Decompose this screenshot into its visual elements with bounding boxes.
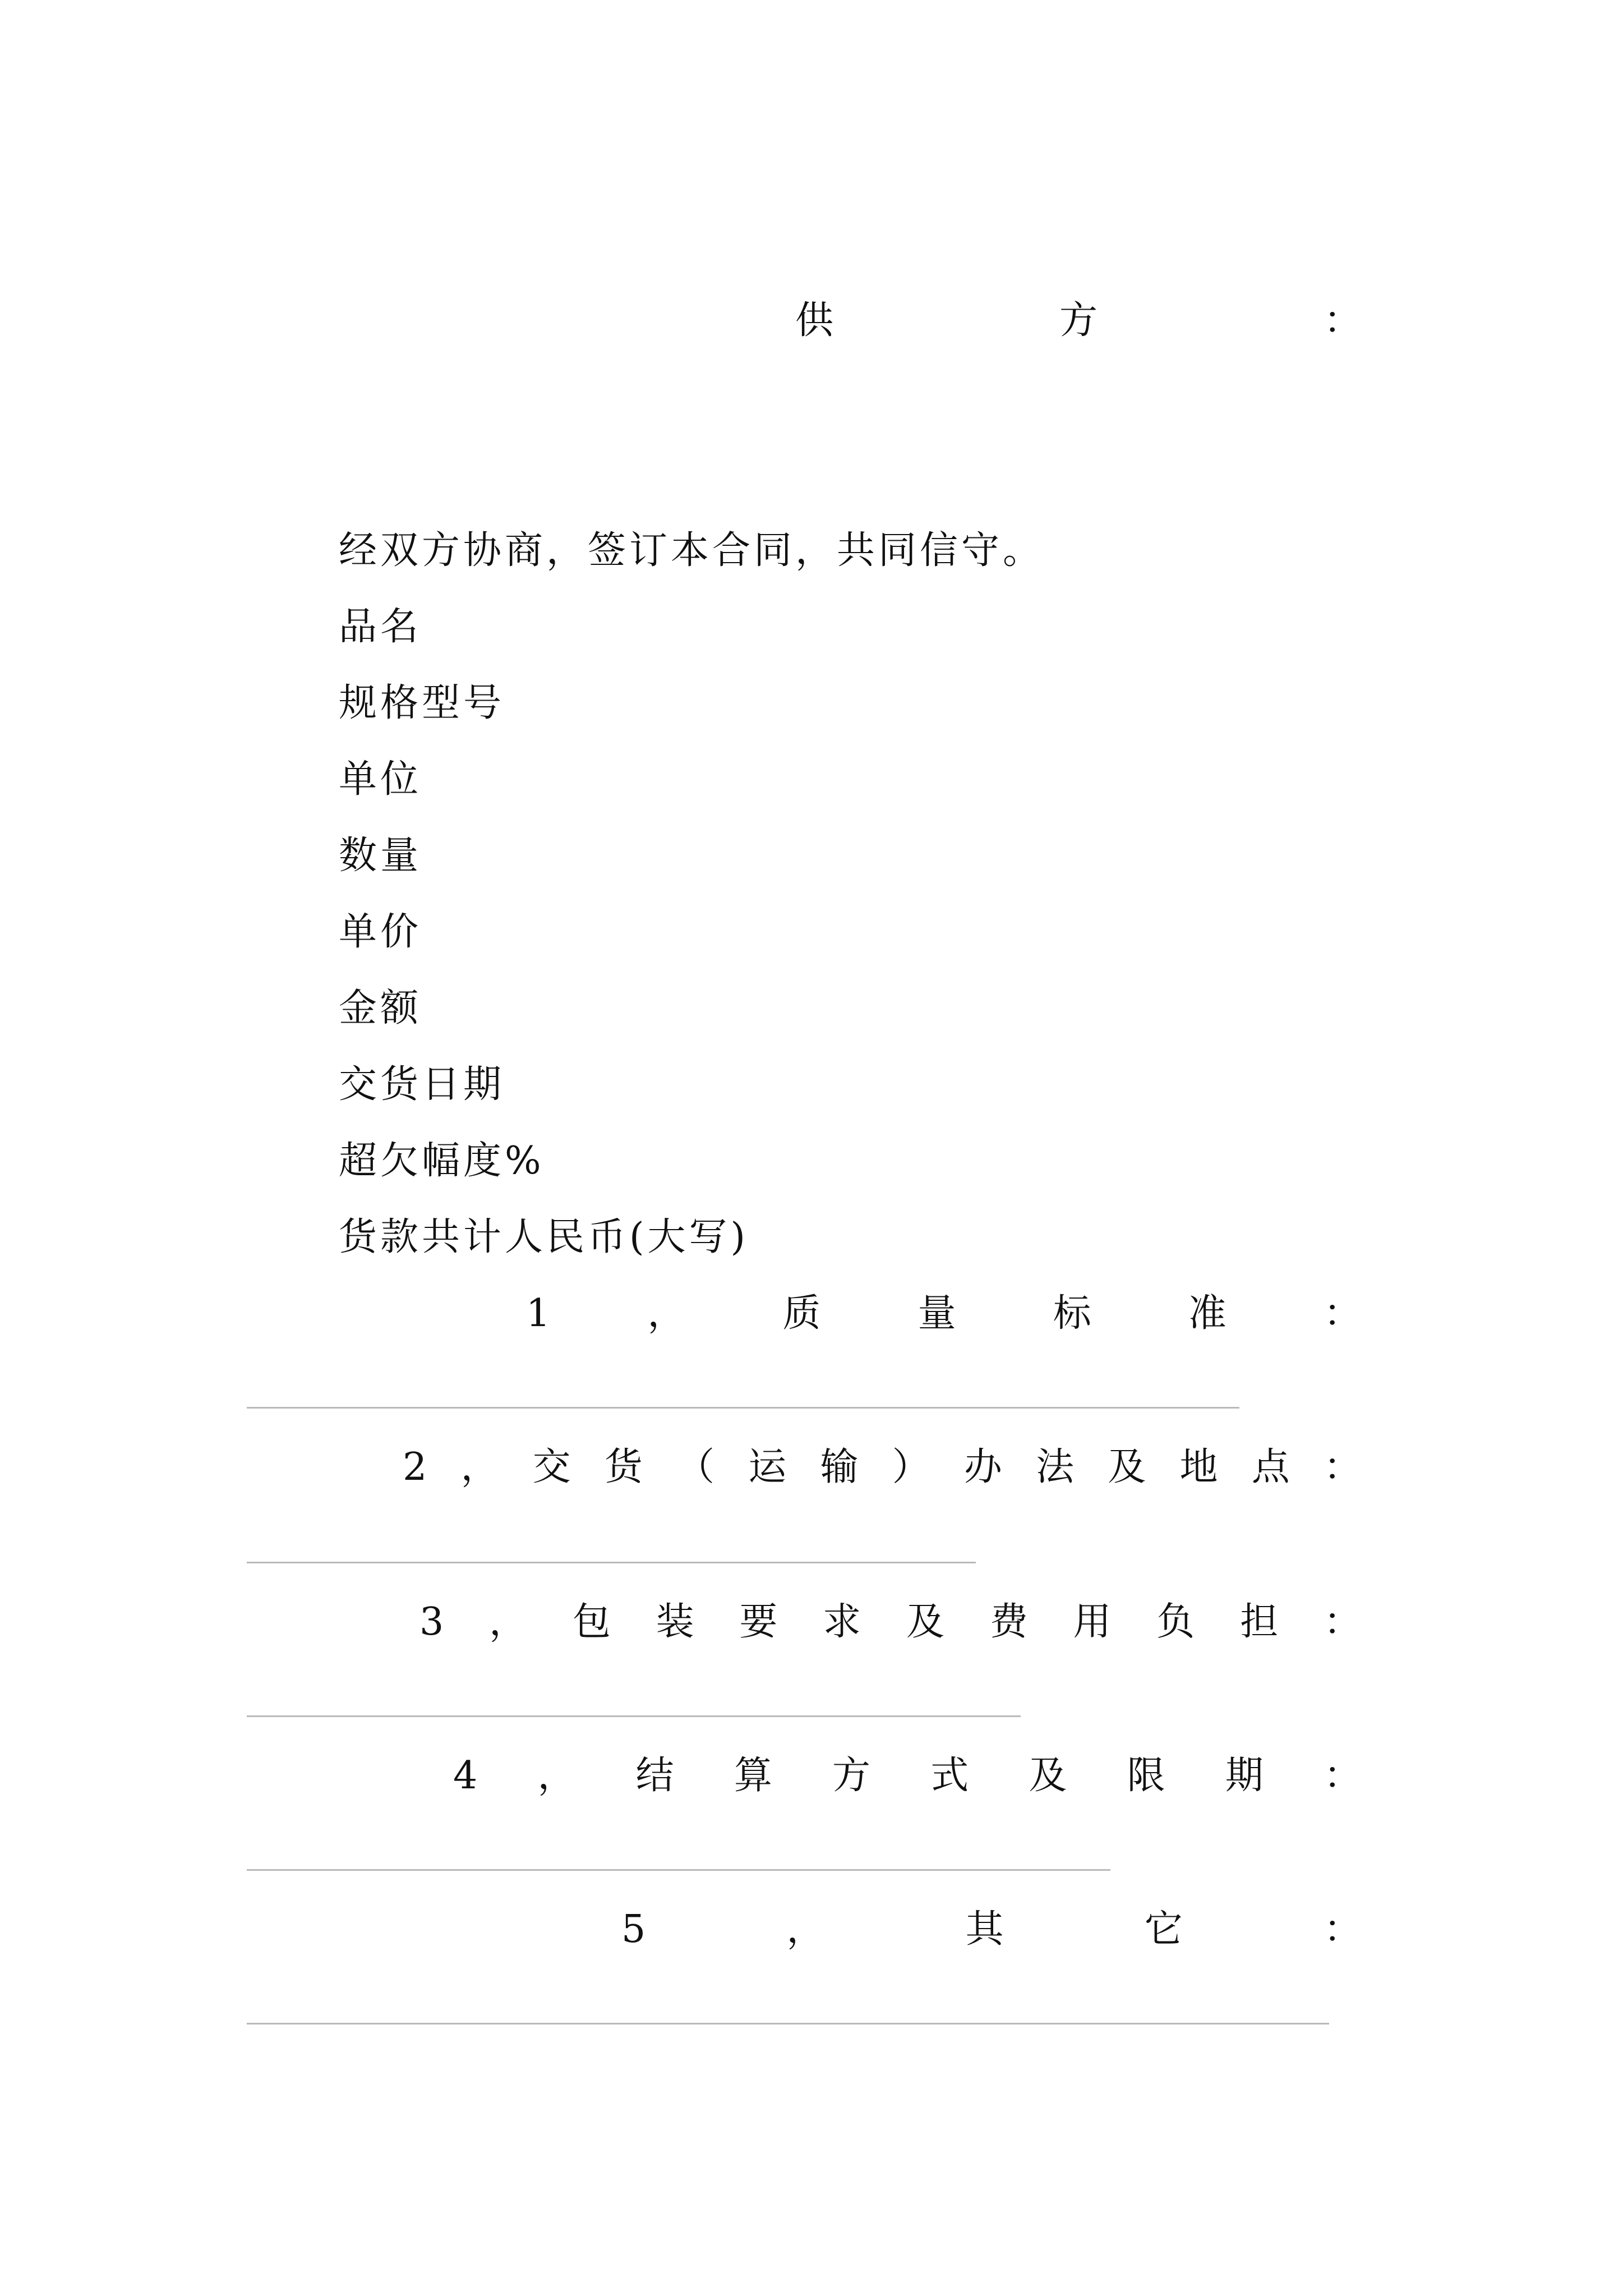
clause-char: 算 <box>734 1754 772 1798</box>
clause-char: 包 <box>572 1600 611 1644</box>
clause-char: ） <box>892 1445 930 1489</box>
clause-char: 标 <box>1053 1291 1091 1336</box>
supplier-heading <box>795 298 1362 343</box>
clause-char: 它 <box>1144 1907 1183 1952</box>
intro-text: 经双方协商，签订本合同，共同信守。 <box>339 528 1045 573</box>
clause-heading <box>453 1754 1362 1798</box>
clause-heading <box>526 1291 1362 1336</box>
clause-char: 点 <box>1251 1445 1290 1489</box>
field-label: 金额 <box>339 986 422 1030</box>
fill-in-line <box>247 1869 1110 1871</box>
clause-char: ： <box>1323 1600 1362 1644</box>
clause-heading <box>419 1600 1362 1645</box>
field-label: 交货日期 <box>339 1062 505 1107</box>
field-label: 单位 <box>339 757 422 802</box>
fill-in-line <box>247 1715 1021 1717</box>
clause-char: 地 <box>1179 1445 1218 1489</box>
supplier-heading-char: 方 <box>1059 298 1098 343</box>
field-label: 品名 <box>339 605 422 649</box>
field-label: 单价 <box>339 910 422 954</box>
clause-heading <box>621 1907 1362 1952</box>
fill-in-line <box>247 1407 1239 1409</box>
clause-char: 2 <box>403 1445 427 1489</box>
clause-char: 及 <box>1029 1754 1067 1798</box>
clause-char: 限 <box>1127 1754 1165 1798</box>
clause-char: ， <box>460 1445 499 1489</box>
clause-char: 方 <box>832 1754 871 1798</box>
clause-char: 办 <box>963 1445 1002 1489</box>
clause-char: ， <box>489 1600 528 1644</box>
clause-char: 结 <box>635 1754 674 1798</box>
clause-char: 运 <box>748 1445 787 1489</box>
clause-char: 质 <box>782 1291 821 1336</box>
clause-char: 其 <box>965 1907 1004 1952</box>
clause-char: ， <box>786 1907 825 1952</box>
clause-char: 用 <box>1073 1600 1112 1644</box>
clause-char: 要 <box>739 1600 778 1644</box>
fill-in-line <box>247 1562 976 1563</box>
fill-in-line <box>247 2023 1329 2024</box>
clause-char: 准 <box>1188 1291 1227 1336</box>
clause-char: ， <box>537 1754 576 1798</box>
clause-char: 交 <box>532 1445 571 1489</box>
field-label: 数量 <box>339 834 422 878</box>
clause-char: ： <box>1323 1291 1362 1336</box>
clause-char: 担 <box>1240 1600 1279 1644</box>
clause-char: 及 <box>1108 1445 1146 1489</box>
supplier-heading-char: ： <box>1323 298 1362 343</box>
clause-char: ： <box>1323 1754 1362 1798</box>
clause-char: ： <box>1323 1907 1362 1952</box>
clause-char: ： <box>1323 1445 1362 1489</box>
clause-char: 装 <box>656 1600 694 1644</box>
field-label: 货款共计人民币(大写) <box>339 1215 749 1259</box>
clause-char: 输 <box>820 1445 859 1489</box>
clause-char: 负 <box>1156 1600 1195 1644</box>
clause-char: 期 <box>1225 1754 1264 1798</box>
field-label: 超欠幅度% <box>339 1139 545 1183</box>
clause-char: 法 <box>1036 1445 1075 1489</box>
clause-char: 量 <box>917 1291 956 1336</box>
clause-char: 费 <box>989 1600 1028 1644</box>
clause-char: 5 <box>621 1907 646 1952</box>
clause-char: 1 <box>526 1291 551 1336</box>
clause-char: 3 <box>419 1600 444 1644</box>
clause-char: 式 <box>930 1754 969 1798</box>
clause-char: 求 <box>823 1600 861 1644</box>
supplier-heading-char: 供 <box>795 298 834 343</box>
clause-char: 货 <box>604 1445 643 1489</box>
clause-char: （ <box>676 1445 715 1489</box>
clause-char: 及 <box>906 1600 944 1644</box>
clause-heading <box>403 1445 1362 1490</box>
clause-char: ， <box>647 1291 686 1336</box>
clause-char: 4 <box>453 1754 478 1798</box>
field-label: 规格型号 <box>339 681 505 725</box>
